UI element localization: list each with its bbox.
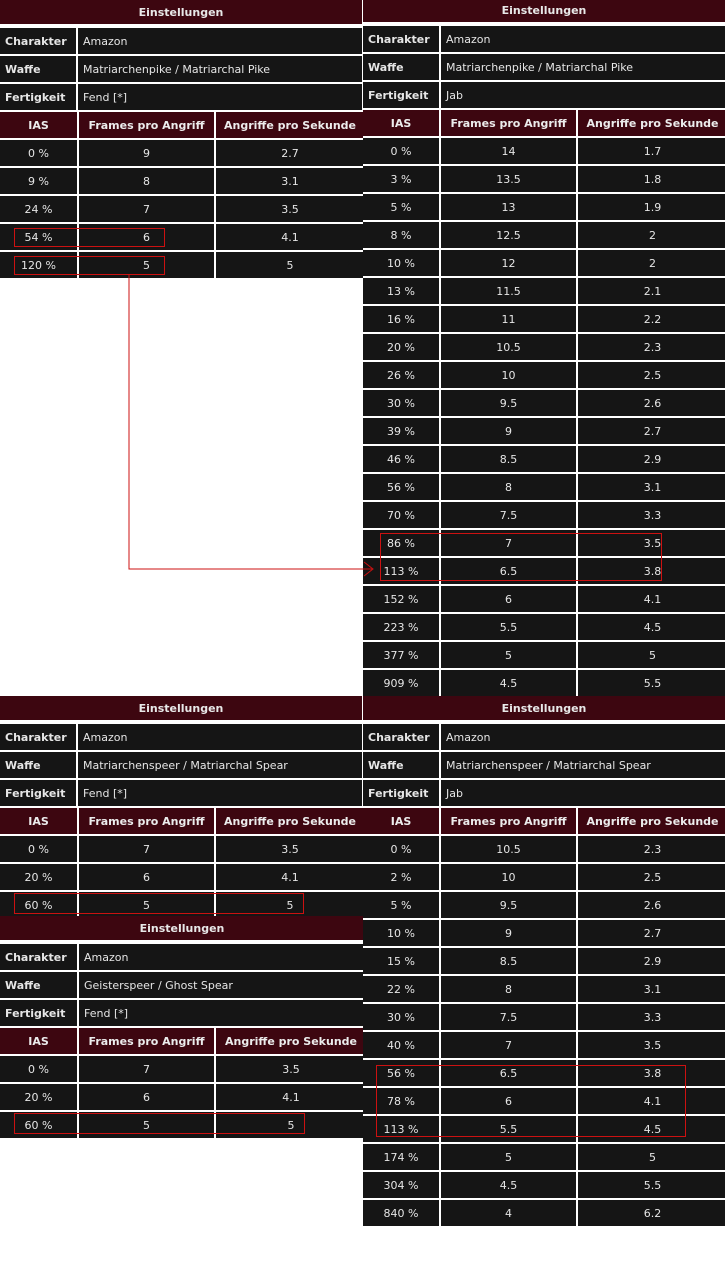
ias-cell: 304 % <box>363 1172 439 1198</box>
frames-cell: 5 <box>79 892 214 918</box>
frames-cell: 6 <box>79 864 214 890</box>
attacks-per-second-cell: 3.8 <box>578 558 725 584</box>
attacks-per-second-cell: 4.1 <box>216 864 364 890</box>
attacks-per-second-cell: 2.1 <box>578 278 725 304</box>
attacks-per-second-cell: 6.2 <box>578 1200 725 1226</box>
column-header: Angriffe pro Sekunde <box>578 808 725 834</box>
frames-cell: 7 <box>441 530 576 556</box>
ias-cell: 10 % <box>363 250 439 276</box>
weapon-row-label: Waffe <box>363 54 439 80</box>
attacks-per-second-cell: 3.3 <box>578 1004 725 1030</box>
frames-cell: 7.5 <box>441 502 576 528</box>
frames-cell: 5.5 <box>441 1116 576 1142</box>
ias-cell: 10 % <box>363 920 439 946</box>
ias-cell: 20 % <box>363 334 439 360</box>
column-header: Angriffe pro Sekunde <box>216 1028 366 1054</box>
weapon-row-label: Waffe <box>0 56 76 82</box>
skill-row-label: Fertigkeit <box>363 82 439 108</box>
skill-row-value: Fend [*] <box>78 780 362 806</box>
column-header: IAS <box>363 808 439 834</box>
column-header: Angriffe pro Sekunde <box>578 110 725 136</box>
attacks-per-second-cell: 2.7 <box>578 418 725 444</box>
attacks-per-second-cell: 2.3 <box>578 836 725 862</box>
weapon-row-label: Waffe <box>363 752 439 778</box>
skill-row-value: Jab <box>441 780 725 806</box>
ias-cell: 13 % <box>363 278 439 304</box>
character-row-value: Amazon <box>441 26 725 52</box>
settings-table <box>0 0 362 272</box>
frames-cell: 5 <box>441 1144 576 1170</box>
frames-cell: 11 <box>441 306 576 332</box>
attacks-per-second-cell: 3.5 <box>578 1032 725 1058</box>
attacks-per-second-cell: 2.6 <box>578 390 725 416</box>
frames-cell: 7 <box>79 196 214 222</box>
ias-cell: 0 % <box>363 138 439 164</box>
frames-cell: 9 <box>441 920 576 946</box>
frames-cell: 4.5 <box>441 670 576 696</box>
frames-cell: 7 <box>79 1056 214 1082</box>
frames-cell: 10 <box>441 362 576 388</box>
ias-cell: 223 % <box>363 614 439 640</box>
settings-table <box>363 0 725 690</box>
attacks-per-second-cell: 2.9 <box>578 446 725 472</box>
ias-cell: 0 % <box>363 836 439 862</box>
skill-row-label: Fertigkeit <box>363 780 439 806</box>
attacks-per-second-cell: 2.2 <box>578 306 725 332</box>
frames-cell: 5 <box>79 252 214 278</box>
frames-cell: 9.5 <box>441 892 576 918</box>
table-header-title: Einstellungen <box>363 0 725 24</box>
character-row-value: Amazon <box>78 724 362 750</box>
character-row-label: Charakter <box>363 26 439 52</box>
frames-cell: 6 <box>79 224 214 250</box>
table-header-title: Einstellungen <box>363 696 725 722</box>
ias-cell: 46 % <box>363 446 439 472</box>
character-row-value: Amazon <box>441 724 725 750</box>
frames-cell: 9.5 <box>441 390 576 416</box>
attacks-per-second-cell: 2.7 <box>578 920 725 946</box>
ias-cell: 9 % <box>0 168 77 194</box>
skill-row-value: Jab <box>441 82 725 108</box>
frames-cell: 12 <box>441 250 576 276</box>
ias-cell: 54 % <box>0 224 77 250</box>
attacks-per-second-cell: 3.1 <box>578 976 725 1002</box>
character-row-label: Charakter <box>0 944 77 970</box>
weapon-row-value: Matriarchenpike / Matriarchal Pike <box>441 54 725 80</box>
ias-cell: 15 % <box>363 948 439 974</box>
ias-cell: 0 % <box>0 836 77 862</box>
settings-table <box>0 696 362 912</box>
attacks-per-second-cell: 4.5 <box>578 614 725 640</box>
frames-cell: 6 <box>441 586 576 612</box>
frames-cell: 8.5 <box>441 948 576 974</box>
ias-cell: 22 % <box>363 976 439 1002</box>
ias-cell: 840 % <box>363 1200 439 1226</box>
ias-cell: 0 % <box>0 1056 77 1082</box>
attacks-per-second-cell: 4.5 <box>578 1116 725 1142</box>
column-header: IAS <box>0 808 77 834</box>
weapon-row-value: Matriarchenspeer / Matriarchal Spear <box>78 752 362 778</box>
ias-cell: 30 % <box>363 390 439 416</box>
attacks-per-second-cell: 1.9 <box>578 194 725 220</box>
attacks-per-second-cell: 5.5 <box>578 1172 725 1198</box>
column-header: Frames pro Angriff <box>79 1028 214 1054</box>
attacks-per-second-cell: 5.5 <box>578 670 725 696</box>
ias-cell: 78 % <box>363 1088 439 1114</box>
frames-cell: 13.5 <box>441 166 576 192</box>
ias-cell: 20 % <box>0 864 77 890</box>
attacks-per-second-cell: 5 <box>216 892 364 918</box>
frames-cell: 9 <box>441 418 576 444</box>
character-row-value: Amazon <box>79 944 364 970</box>
skill-row-label: Fertigkeit <box>0 84 76 110</box>
attacks-per-second-cell: 2 <box>578 222 725 248</box>
attacks-per-second-cell: 2.6 <box>578 892 725 918</box>
attacks-per-second-cell: 3.1 <box>216 168 364 194</box>
frames-cell: 5 <box>79 1112 214 1138</box>
column-header: Frames pro Angriff <box>441 110 576 136</box>
ias-cell: 113 % <box>363 558 439 584</box>
ias-cell: 113 % <box>363 1116 439 1142</box>
table-header-title: Einstellungen <box>0 696 362 722</box>
column-header: Frames pro Angriff <box>79 112 214 138</box>
attacks-per-second-cell: 5 <box>578 1144 725 1170</box>
attacks-per-second-cell: 2 <box>578 250 725 276</box>
skill-row-label: Fertigkeit <box>0 780 76 806</box>
frames-cell: 7.5 <box>441 1004 576 1030</box>
ias-cell: 2 % <box>363 864 439 890</box>
character-row-value: Amazon <box>78 28 362 54</box>
frames-cell: 7 <box>79 836 214 862</box>
column-header: Angriffe pro Sekunde <box>216 112 364 138</box>
frames-cell: 13 <box>441 194 576 220</box>
column-header: IAS <box>363 110 439 136</box>
attacks-per-second-cell: 1.8 <box>578 166 725 192</box>
character-row-label: Charakter <box>0 724 76 750</box>
ias-cell: 5 % <box>363 194 439 220</box>
ias-cell: 24 % <box>0 196 77 222</box>
ias-cell: 60 % <box>0 892 77 918</box>
frames-cell: 4 <box>441 1200 576 1226</box>
attacks-per-second-cell: 2.5 <box>578 362 725 388</box>
ias-cell: 152 % <box>363 586 439 612</box>
table-header-title: Einstellungen <box>0 0 362 26</box>
ias-cell: 26 % <box>363 362 439 388</box>
frames-cell: 8 <box>441 976 576 1002</box>
weapon-row-value: Matriarchenspeer / Matriarchal Spear <box>441 752 725 778</box>
attacks-per-second-cell: 4.1 <box>216 224 364 250</box>
connector-line <box>129 275 372 569</box>
ias-cell: 56 % <box>363 1060 439 1086</box>
attacks-per-second-cell: 3.5 <box>216 1056 366 1082</box>
frames-cell: 5.5 <box>441 614 576 640</box>
ias-cell: 909 % <box>363 670 439 696</box>
attacks-per-second-cell: 5 <box>216 252 364 278</box>
weapon-row-label: Waffe <box>0 752 76 778</box>
frames-cell: 6.5 <box>441 558 576 584</box>
frames-cell: 5 <box>441 642 576 668</box>
attacks-per-second-cell: 3.1 <box>578 474 725 500</box>
weapon-row-value: Geisterspeer / Ghost Spear <box>79 972 364 998</box>
character-row-label: Charakter <box>363 724 439 750</box>
settings-table <box>0 916 364 1132</box>
ias-cell: 40 % <box>363 1032 439 1058</box>
weapon-row-label: Waffe <box>0 972 77 998</box>
column-header: Angriffe pro Sekunde <box>216 808 364 834</box>
ias-cell: 377 % <box>363 642 439 668</box>
frames-cell: 8.5 <box>441 446 576 472</box>
ias-cell: 3 % <box>363 166 439 192</box>
attacks-per-second-cell: 5 <box>578 642 725 668</box>
skill-row-value: Fend [*] <box>79 1000 364 1026</box>
ias-cell: 120 % <box>0 252 77 278</box>
frames-cell: 6 <box>441 1088 576 1114</box>
attacks-per-second-cell: 4.1 <box>216 1084 366 1110</box>
frames-cell: 6 <box>79 1084 214 1110</box>
attacks-per-second-cell: 2.7 <box>216 140 364 166</box>
column-header: Frames pro Angriff <box>441 808 576 834</box>
frames-cell: 7 <box>441 1032 576 1058</box>
attacks-per-second-cell: 3.5 <box>216 836 364 862</box>
ias-cell: 0 % <box>0 140 77 166</box>
skill-row-label: Fertigkeit <box>0 1000 77 1026</box>
ias-cell: 60 % <box>0 1112 77 1138</box>
frames-cell: 6.5 <box>441 1060 576 1086</box>
frames-cell: 8 <box>79 168 214 194</box>
ias-cell: 20 % <box>0 1084 77 1110</box>
ias-cell: 8 % <box>363 222 439 248</box>
attacks-per-second-cell: 1.7 <box>578 138 725 164</box>
frames-cell: 8 <box>441 474 576 500</box>
frames-cell: 9 <box>79 140 214 166</box>
attacks-per-second-cell: 5 <box>216 1112 366 1138</box>
attacks-per-second-cell: 2.5 <box>578 864 725 890</box>
attacks-per-second-cell: 4.1 <box>578 586 725 612</box>
frames-cell: 11.5 <box>441 278 576 304</box>
attacks-per-second-cell: 2.3 <box>578 334 725 360</box>
attacks-per-second-cell: 3.5 <box>216 196 364 222</box>
ias-cell: 70 % <box>363 502 439 528</box>
frames-cell: 10.5 <box>441 836 576 862</box>
character-row-label: Charakter <box>0 28 76 54</box>
column-header: Frames pro Angriff <box>79 808 214 834</box>
attacks-per-second-cell: 3.8 <box>578 1060 725 1086</box>
ias-cell: 174 % <box>363 1144 439 1170</box>
column-header: IAS <box>0 112 77 138</box>
frames-cell: 10 <box>441 864 576 890</box>
attacks-per-second-cell: 2.9 <box>578 948 725 974</box>
ias-cell: 16 % <box>363 306 439 332</box>
ias-cell: 39 % <box>363 418 439 444</box>
weapon-row-value: Matriarchenpike / Matriarchal Pike <box>78 56 362 82</box>
ias-cell: 30 % <box>363 1004 439 1030</box>
attacks-per-second-cell: 3.5 <box>578 530 725 556</box>
frames-cell: 14 <box>441 138 576 164</box>
frames-cell: 10.5 <box>441 334 576 360</box>
skill-row-value: Fend [*] <box>78 84 362 110</box>
table-header-title: Einstellungen <box>0 916 364 942</box>
column-header: IAS <box>0 1028 77 1054</box>
frames-cell: 12.5 <box>441 222 576 248</box>
ias-cell: 56 % <box>363 474 439 500</box>
ias-cell: 86 % <box>363 530 439 556</box>
frames-cell: 4.5 <box>441 1172 576 1198</box>
settings-table <box>363 696 725 1220</box>
ias-cell: 5 % <box>363 892 439 918</box>
attacks-per-second-cell: 4.1 <box>578 1088 725 1114</box>
attacks-per-second-cell: 3.3 <box>578 502 725 528</box>
